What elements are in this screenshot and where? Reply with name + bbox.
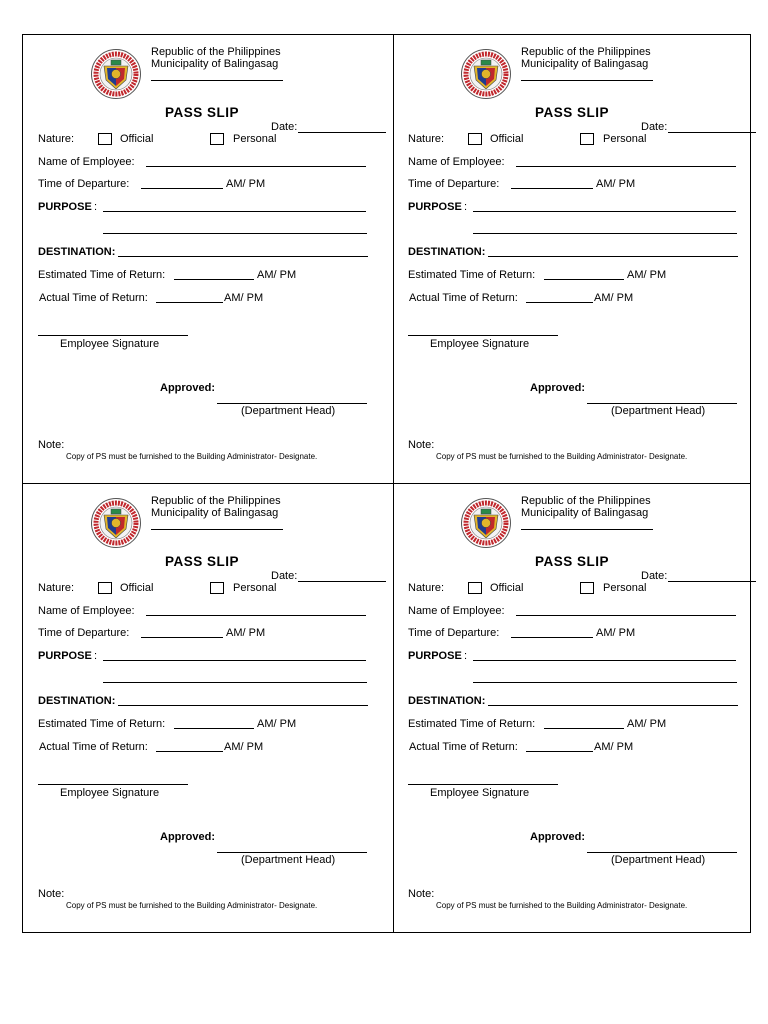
municipal-seal-icon <box>460 497 512 549</box>
nature-label: Nature: <box>38 582 75 594</box>
personal-checkbox[interactable] <box>210 133 224 145</box>
municipal-seal-icon <box>90 48 142 100</box>
date-label: Date: <box>271 570 298 582</box>
nature-label: Nature: <box>38 133 75 145</box>
header-municipality: Municipality of Balingasag <box>151 507 279 519</box>
purpose-colon: : <box>94 650 98 662</box>
note-text: Copy of PS must be furnished to the Building Administrator- Designate. <box>66 901 318 910</box>
employee-name-field[interactable] <box>146 166 366 167</box>
departure-label: Time of Departure: <box>38 627 130 639</box>
pass-slip-sheet <box>22 34 751 933</box>
header-republic: Republic of the Philippines <box>151 46 281 58</box>
estimated-return-ampm: AM/ PM <box>257 269 297 281</box>
pass-slip-title: PASS SLIP <box>535 554 610 569</box>
actual-return-ampm: AM/ PM <box>594 741 634 753</box>
header-republic: Republic of the Philippines <box>151 495 281 507</box>
personal-label: Personal <box>233 582 277 594</box>
header-municipality: Municipality of Balingasag <box>151 58 279 70</box>
purpose-label: PURPOSE <box>408 201 462 213</box>
note-text: Copy of PS must be furnished to the Building Administrator- Designate. <box>436 901 688 910</box>
estimated-return-ampm: AM/ PM <box>627 269 667 281</box>
approved-label: Approved: <box>160 382 215 394</box>
estimated-return-ampm: AM/ PM <box>627 718 667 730</box>
header-underline <box>521 80 653 81</box>
pass-slip-title: PASS SLIP <box>165 105 240 120</box>
signature-field[interactable] <box>38 784 188 785</box>
actual-return-ampm: AM/ PM <box>224 741 264 753</box>
estimated-return-label: Estimated Time of Return: <box>408 718 536 730</box>
employee-name-field[interactable] <box>146 615 366 616</box>
employee-name-field[interactable] <box>516 166 736 167</box>
department-head-label: (Department Head) <box>611 405 706 417</box>
estimated-return-field[interactable] <box>174 728 254 729</box>
date-label: Date: <box>271 121 298 133</box>
departure-time-field[interactable] <box>141 188 223 189</box>
date-field[interactable] <box>668 581 756 582</box>
actual-return-ampm: AM/ PM <box>224 292 264 304</box>
official-label: Official <box>490 582 524 594</box>
purpose-field-1[interactable] <box>473 660 736 661</box>
estimated-return-field[interactable] <box>544 279 624 280</box>
destination-field[interactable] <box>118 256 368 257</box>
purpose-label: PURPOSE <box>38 201 92 213</box>
signature-field[interactable] <box>38 335 188 336</box>
actual-return-label: Actual Time of Return: <box>39 741 148 753</box>
estimated-return-label: Estimated Time of Return: <box>38 269 166 281</box>
date-label: Date: <box>641 121 668 133</box>
departure-label: Time of Departure: <box>408 178 500 190</box>
pass-slip-title: PASS SLIP <box>535 105 610 120</box>
purpose-field-1[interactable] <box>103 211 366 212</box>
purpose-colon: : <box>94 201 98 213</box>
department-head-label: (Department Head) <box>611 854 706 866</box>
purpose-field-1[interactable] <box>103 660 366 661</box>
header-republic: Republic of the Philippines <box>521 46 651 58</box>
employee-name-label: Name of Employee: <box>38 156 135 168</box>
note-label: Note: <box>38 888 65 900</box>
actual-return-field[interactable] <box>526 751 593 752</box>
departure-label: Time of Departure: <box>38 178 130 190</box>
employee-signature-label: Employee Signature <box>60 338 160 350</box>
estimated-return-label: Estimated Time of Return: <box>38 718 166 730</box>
actual-return-ampm: AM/ PM <box>594 292 634 304</box>
departure-ampm: AM/ PM <box>596 178 636 190</box>
employee-name-label: Name of Employee: <box>38 605 135 617</box>
note-label: Note: <box>408 439 435 451</box>
header-underline <box>151 80 283 81</box>
estimated-return-field[interactable] <box>174 279 254 280</box>
approver-signature-field[interactable] <box>217 403 367 404</box>
departure-time-field[interactable] <box>511 188 593 189</box>
official-checkbox[interactable] <box>468 133 482 145</box>
employee-name-field[interactable] <box>516 615 736 616</box>
destination-label: DESTINATION: <box>408 695 486 707</box>
nature-label: Nature: <box>408 133 445 145</box>
purpose-field-1[interactable] <box>473 211 736 212</box>
approved-label: Approved: <box>530 382 585 394</box>
approver-signature-field[interactable] <box>217 852 367 853</box>
estimated-return-label: Estimated Time of Return: <box>408 269 536 281</box>
destination-label: DESTINATION: <box>38 695 116 707</box>
actual-return-field[interactable] <box>156 302 223 303</box>
purpose-label: PURPOSE <box>38 650 92 662</box>
official-checkbox[interactable] <box>468 582 482 594</box>
actual-return-label: Actual Time of Return: <box>39 292 148 304</box>
municipal-seal-icon <box>90 497 142 549</box>
date-field[interactable] <box>298 581 386 582</box>
municipal-seal-icon <box>460 48 512 100</box>
destination-label: DESTINATION: <box>38 246 116 258</box>
purpose-field-2[interactable] <box>103 233 367 234</box>
employee-name-label: Name of Employee: <box>408 156 505 168</box>
approver-signature-field[interactable] <box>587 403 737 404</box>
pass-slip <box>23 35 393 483</box>
departure-time-field[interactable] <box>511 637 593 638</box>
actual-return-field[interactable] <box>526 302 593 303</box>
employee-name-label: Name of Employee: <box>408 605 505 617</box>
personal-checkbox[interactable] <box>580 582 594 594</box>
pass-slip <box>393 35 763 483</box>
header-underline <box>521 529 653 530</box>
purpose-field-2[interactable] <box>103 682 367 683</box>
pass-slip <box>23 484 393 932</box>
date-field[interactable] <box>668 132 756 133</box>
personal-label: Personal <box>603 133 647 145</box>
approver-signature-field[interactable] <box>587 852 737 853</box>
personal-label: Personal <box>603 582 647 594</box>
purpose-field-2[interactable] <box>473 233 737 234</box>
header-municipality: Municipality of Balingasag <box>521 58 649 70</box>
official-checkbox[interactable] <box>98 133 112 145</box>
approved-label: Approved: <box>530 831 585 843</box>
personal-checkbox[interactable] <box>210 582 224 594</box>
note-label: Note: <box>38 439 65 451</box>
note-text: Copy of PS must be furnished to the Building Administrator- Designate. <box>436 452 688 461</box>
purpose-colon: : <box>464 650 468 662</box>
header-republic: Republic of the Philippines <box>521 495 651 507</box>
destination-field[interactable] <box>118 705 368 706</box>
purpose-label: PURPOSE <box>408 650 462 662</box>
employee-signature-label: Employee Signature <box>430 787 530 799</box>
pass-slip-title: PASS SLIP <box>165 554 240 569</box>
note-label: Note: <box>408 888 435 900</box>
employee-signature-label: Employee Signature <box>430 338 530 350</box>
department-head-label: (Department Head) <box>241 405 336 417</box>
header-municipality: Municipality of Balingasag <box>521 507 649 519</box>
note-text: Copy of PS must be furnished to the Building Administrator- Designate. <box>66 452 318 461</box>
date-field[interactable] <box>298 132 386 133</box>
purpose-field-2[interactable] <box>473 682 737 683</box>
estimated-return-field[interactable] <box>544 728 624 729</box>
destination-label: DESTINATION: <box>408 246 486 258</box>
nature-label: Nature: <box>408 582 445 594</box>
official-label: Official <box>490 133 524 145</box>
actual-return-field[interactable] <box>156 751 223 752</box>
date-label: Date: <box>641 570 668 582</box>
actual-return-label: Actual Time of Return: <box>409 741 518 753</box>
signature-field[interactable] <box>408 335 558 336</box>
official-label: Official <box>120 133 154 145</box>
personal-label: Personal <box>233 133 277 145</box>
departure-ampm: AM/ PM <box>596 627 636 639</box>
destination-field[interactable] <box>488 705 738 706</box>
actual-return-label: Actual Time of Return: <box>409 292 518 304</box>
departure-label: Time of Departure: <box>408 627 500 639</box>
estimated-return-ampm: AM/ PM <box>257 718 297 730</box>
pass-slip <box>393 484 763 932</box>
employee-signature-label: Employee Signature <box>60 787 160 799</box>
departure-ampm: AM/ PM <box>226 627 266 639</box>
purpose-colon: : <box>464 201 468 213</box>
official-label: Official <box>120 582 154 594</box>
departure-time-field[interactable] <box>141 637 223 638</box>
signature-field[interactable] <box>408 784 558 785</box>
header-underline <box>151 529 283 530</box>
official-checkbox[interactable] <box>98 582 112 594</box>
destination-field[interactable] <box>488 256 738 257</box>
departure-ampm: AM/ PM <box>226 178 266 190</box>
department-head-label: (Department Head) <box>241 854 336 866</box>
approved-label: Approved: <box>160 831 215 843</box>
personal-checkbox[interactable] <box>580 133 594 145</box>
